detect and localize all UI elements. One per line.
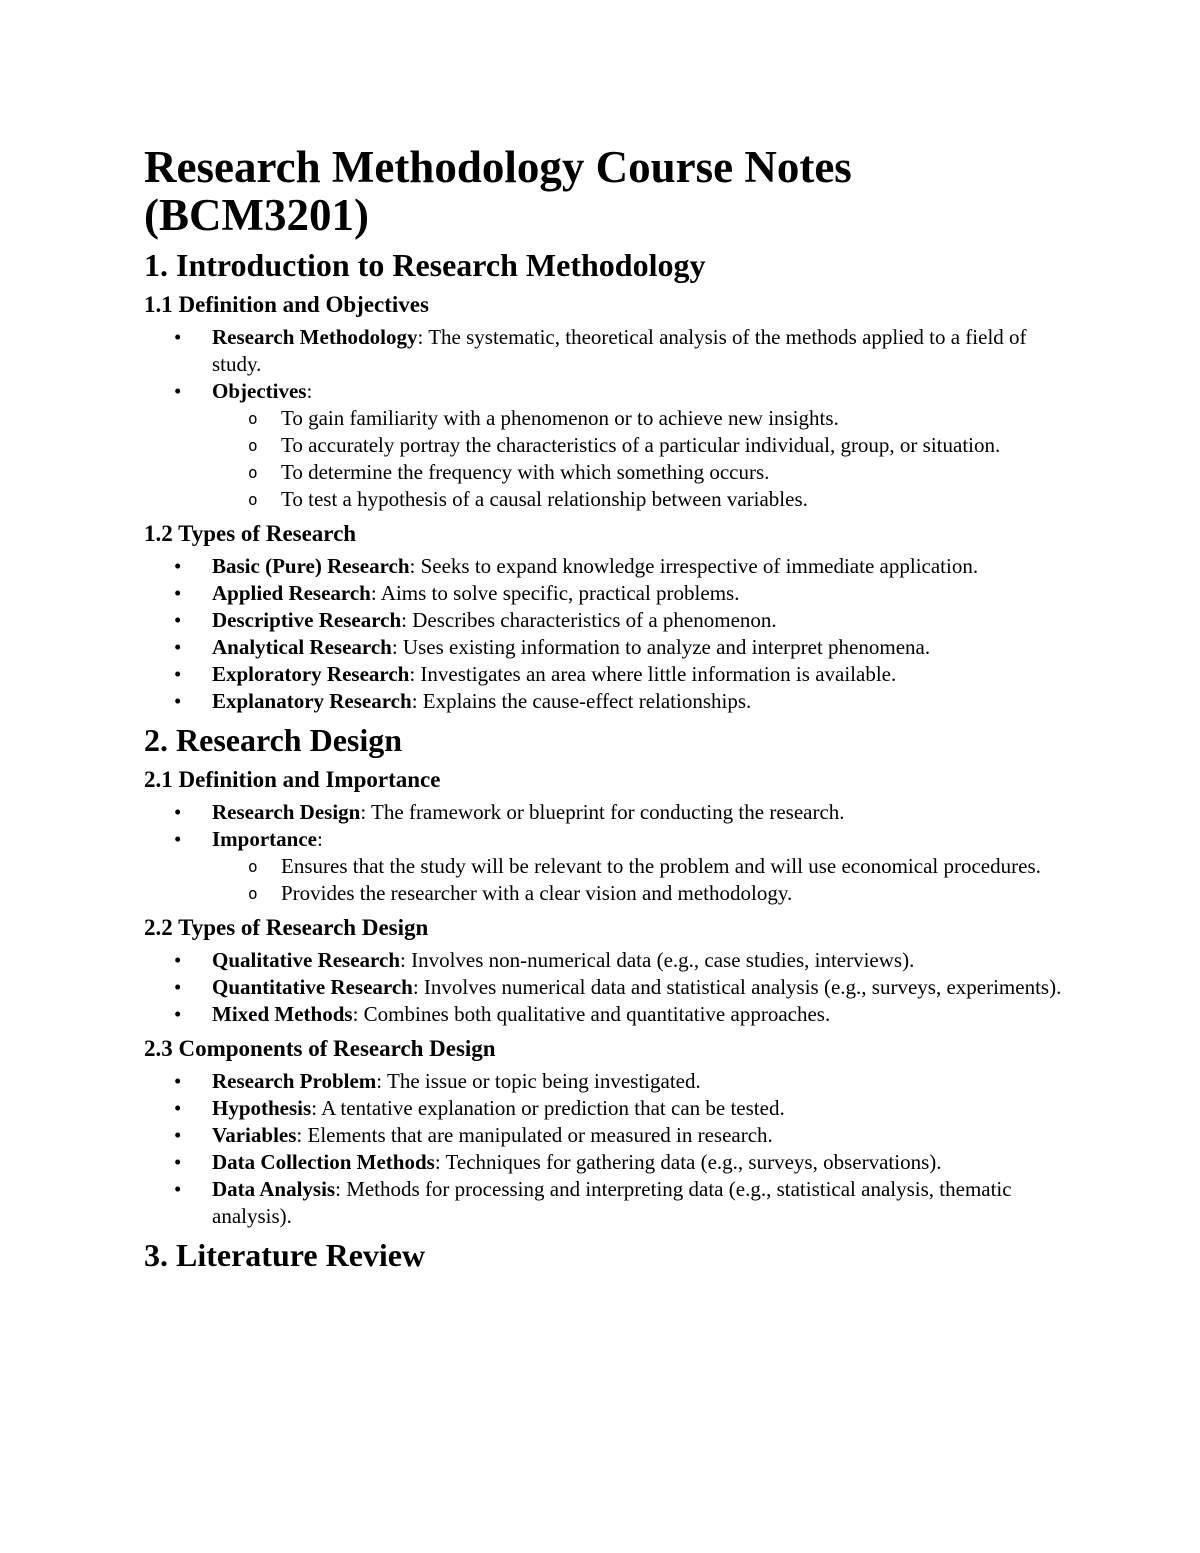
section-heading: 1. Introduction to Research Methodology bbox=[144, 247, 706, 283]
sub-item-text: To test a hypothesis of a causal relationship between variables. bbox=[281, 487, 808, 511]
bullet-icon: • bbox=[174, 1150, 182, 1174]
section-heading: 3. Literature Review bbox=[144, 1237, 426, 1273]
item-term: Qualitative Research bbox=[212, 948, 400, 972]
bullet-icon: • bbox=[174, 635, 182, 659]
sub-item-text: To accurately portray the characteristics of a particular individual, group, or situation. bbox=[281, 433, 1001, 457]
list-item bbox=[144, 607, 1064, 634]
bullet-icon: • bbox=[174, 1002, 182, 1026]
document-title: Research Methodology Course Notes (BCM3201) bbox=[144, 142, 852, 240]
sub-bullet-icon: o bbox=[248, 490, 258, 509]
sub-item-text: Ensures that the study will be relevant to the problem and will use economical procedures. bbox=[281, 854, 1041, 878]
item-term: Descriptive Research bbox=[212, 608, 402, 632]
item-text: : Involves numerical data and statistical analysis (e.g., surveys, experiments). bbox=[412, 975, 1062, 999]
subsection-heading: 1.2 Types of Research bbox=[144, 521, 357, 546]
item-text: : Methods for processing and interpreting data (e.g., statistical analysis, thematic analysis). bbox=[212, 1177, 1012, 1228]
sub-bullet-list bbox=[212, 405, 1064, 513]
sub-list-item bbox=[212, 432, 1064, 459]
bullet-icon: • bbox=[174, 554, 182, 578]
list-item bbox=[144, 1068, 1064, 1095]
item-term: Variables bbox=[212, 1123, 297, 1147]
section-heading: 2. Research Design bbox=[144, 722, 403, 758]
list-item bbox=[144, 661, 1064, 688]
item-text: : bbox=[306, 379, 313, 403]
sub-list-item bbox=[212, 853, 1064, 880]
bullet-icon: • bbox=[174, 662, 182, 686]
sub-list-item bbox=[212, 405, 1064, 432]
list-item bbox=[144, 799, 1064, 826]
bullet-list bbox=[144, 799, 1064, 907]
bullet-icon: • bbox=[174, 379, 182, 403]
list-item bbox=[144, 1149, 1064, 1176]
sub-list-item bbox=[212, 486, 1064, 513]
bullet-icon: • bbox=[174, 608, 182, 632]
item-term: Quantitative Research bbox=[212, 975, 413, 999]
list-item bbox=[144, 688, 1064, 715]
bullet-icon: • bbox=[174, 948, 182, 972]
list-item bbox=[144, 580, 1064, 607]
sub-bullet-icon: o bbox=[248, 436, 258, 455]
subsection-heading: 1.1 Definition and Objectives bbox=[144, 292, 429, 317]
list-item bbox=[144, 974, 1064, 1001]
item-text: : Investigates an area where little information is available. bbox=[409, 662, 897, 686]
item-term: Applied Research bbox=[212, 581, 371, 605]
item-term: Hypothesis bbox=[212, 1096, 312, 1120]
sub-item-text: Provides the researcher with a clear vision and methodology. bbox=[281, 881, 793, 905]
sub-list-item bbox=[212, 880, 1064, 907]
list-item bbox=[144, 553, 1064, 580]
bullet-icon: • bbox=[174, 689, 182, 713]
item-text: : Combines both qualitative and quantitative approaches. bbox=[352, 1002, 831, 1026]
bullet-icon: • bbox=[174, 1069, 182, 1093]
bullet-icon: • bbox=[174, 1177, 182, 1201]
item-term: Importance bbox=[212, 827, 317, 851]
item-text: : Involves non-numerical data (e.g., case studies, interviews). bbox=[400, 948, 915, 972]
item-term: Exploratory Research bbox=[212, 662, 410, 686]
bullet-icon: • bbox=[174, 800, 182, 824]
sub-bullet-list bbox=[212, 853, 1064, 907]
item-term: Data Analysis bbox=[212, 1177, 336, 1201]
item-text: : Uses existing information to analyze and interpret phenomena. bbox=[391, 635, 931, 659]
item-text: : Elements that are manipulated or measured in research. bbox=[296, 1123, 773, 1147]
sub-bullet-icon: o bbox=[248, 463, 258, 482]
item-term: Research Methodology bbox=[212, 325, 418, 349]
list-item bbox=[144, 1122, 1064, 1149]
item-text: : The issue or topic being investigated. bbox=[376, 1069, 701, 1093]
bullet-list bbox=[144, 947, 1064, 1028]
bullet-icon: • bbox=[174, 1096, 182, 1120]
list-item bbox=[144, 826, 1064, 907]
bullet-icon: • bbox=[174, 1123, 182, 1147]
document-body bbox=[144, 247, 1064, 1273]
bullet-list bbox=[144, 1068, 1064, 1230]
item-text: : Describes characteristics of a phenomenon. bbox=[401, 608, 777, 632]
bullet-icon: • bbox=[174, 581, 182, 605]
bullet-list bbox=[144, 553, 1064, 715]
item-text: : Techniques for gathering data (e.g., surveys, observations). bbox=[434, 1150, 942, 1174]
list-item bbox=[144, 1001, 1064, 1028]
item-text: : Explains the cause-effect relationships. bbox=[411, 689, 752, 713]
bullet-icon: • bbox=[174, 325, 182, 349]
item-text: : Seeks to expand knowledge irrespective of immediate application. bbox=[409, 554, 979, 578]
bullet-icon: • bbox=[174, 827, 182, 851]
item-text: : bbox=[316, 827, 323, 851]
item-term: Basic (Pure) Research bbox=[212, 554, 410, 578]
list-item bbox=[144, 324, 1064, 378]
bullet-icon: • bbox=[174, 975, 182, 999]
sub-item-text: To gain familiarity with a phenomenon or to achieve new insights. bbox=[281, 406, 839, 430]
sub-bullet-icon: o bbox=[248, 409, 258, 428]
item-term: Mixed Methods bbox=[212, 1002, 353, 1026]
list-item bbox=[144, 378, 1064, 513]
item-text: : The framework or blueprint for conducting the research. bbox=[360, 800, 845, 824]
item-text: : Aims to solve specific, practical problems. bbox=[370, 581, 740, 605]
sub-bullet-icon: o bbox=[248, 884, 258, 903]
subsection-heading: 2.1 Definition and Importance bbox=[144, 767, 441, 792]
item-term: Objectives bbox=[212, 379, 307, 403]
item-term: Research Design bbox=[212, 800, 361, 824]
list-item bbox=[144, 634, 1064, 661]
item-term: Data Collection Methods bbox=[212, 1150, 435, 1174]
item-term: Explanatory Research bbox=[212, 689, 412, 713]
item-term: Research Problem bbox=[212, 1069, 377, 1093]
item-text: : A tentative explanation or prediction that can be tested. bbox=[311, 1096, 785, 1120]
item-text: : The systematic, theoretical analysis of the methods applied to a field of study. bbox=[212, 325, 1027, 376]
list-item bbox=[144, 947, 1064, 974]
bullet-list bbox=[144, 324, 1064, 513]
list-item bbox=[144, 1095, 1064, 1122]
sub-item-text: To determine the frequency with which something occurs. bbox=[281, 460, 770, 484]
list-item bbox=[144, 1176, 1064, 1230]
subsection-heading: 2.3 Components of Research Design bbox=[144, 1036, 496, 1061]
subsection-heading: 2.2 Types of Research Design bbox=[144, 915, 429, 940]
item-term: Analytical Research bbox=[212, 635, 392, 659]
document-page bbox=[144, 143, 1064, 1281]
sub-bullet-icon: o bbox=[248, 857, 258, 876]
sub-list-item bbox=[212, 459, 1064, 486]
